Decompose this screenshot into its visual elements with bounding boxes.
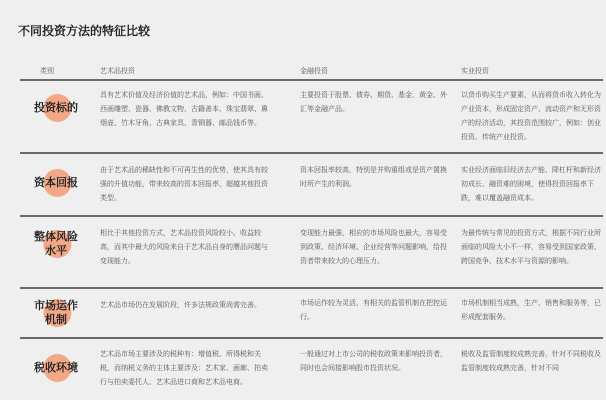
category-cell — [20, 347, 92, 389]
header-category: 类别 — [40, 67, 54, 75]
finance-cell: 市场运作较为灵活，有相关的监管机制在把控运行。 — [300, 299, 447, 321]
art-cell: 由于艺术品的稀缺性和不可再生性的优势，使其具有较强的升值功能，带来较高的资本回报率，超越其他投资类型。 — [100, 166, 268, 202]
category-cell — [20, 296, 92, 330]
category-label: 整体风险水平 — [34, 230, 78, 257]
art-cell: 具有艺术价值及经济价值的艺术品，例如：中国书画、西画雕塑、瓷器、佛教文物、古籍善本、珠宝翡翠、鼻烟壶、竹木牙角、古典家具、青铜器、邮品钱币等。 — [100, 91, 268, 127]
category-label: 资本回报 — [34, 176, 78, 189]
finance-cell: 资本回报率较高，特别是并购重组或是资产置换时所产生的利润。 — [300, 166, 447, 188]
divider — [20, 79, 603, 81]
divider — [20, 215, 603, 217]
finance-cell: 变现能力最强，相应的市场风险也最大，容易受到政策、经济环境、企业经营等问题影响，给投资者带来较大的心理压力。 — [300, 229, 447, 265]
finance-cell: 主要投资于股票、债券、期货、基金、黄金、外汇等金融产品。 — [300, 91, 447, 113]
divider — [20, 337, 603, 339]
industry-cell: 以货币购买生产要素，从而将货币收入转化为产业资本，形成固定资产、流动资产和无形资产的经济活动，其投资范围较广，例如：创业投资、传统产业投资。 — [461, 91, 601, 141]
industry-cell: 为最传统与常见的投资方式，根据不同行业所面临的风险大小不一样，容易受到国家政策、跨国竞争、技术水平与资源的影响。 — [461, 229, 601, 265]
category-cell — [20, 88, 92, 128]
divider — [20, 287, 603, 289]
industry-cell: 市场机制相当成熟，生产、销售和服务等，已形成配套服务。 — [461, 299, 601, 321]
category-cell — [20, 163, 92, 203]
art-cell: 艺术品市场主要涉及的税种有：增值税、所得税和关税，而纳税义务的主体主要涉及：艺术家、画廊、拍卖行与拍卖委托人、艺术品进口商和艺术品电商。 — [100, 350, 268, 386]
header-art: 艺术品投资 — [100, 67, 135, 75]
category-label: 市场运作机制 — [34, 299, 78, 326]
category-cell — [20, 226, 92, 262]
header-industry: 实业投资 — [461, 67, 489, 75]
art-cell: 艺术品市场仍在发展阶段，许多法规政策尚需完善。 — [100, 301, 261, 309]
divider — [20, 152, 603, 154]
category-label: 税收环境 — [34, 361, 78, 374]
category-label: 投资标的 — [34, 101, 78, 114]
industry-cell: 税收及监管制度较成熟完善，针对不同税收及监管制度较成熟完善，针对不同 — [461, 350, 601, 372]
finance-cell: 一般通过对上市公司的税收政策来影响投资者，同时也会间接影响股市投资状况。 — [300, 350, 447, 372]
header-finance: 金融投资 — [300, 67, 328, 75]
art-cell: 相比于其他投资方式，艺术品投资风险较小、收益较高，而其中最大的风险来自于艺术品自身的赝品问题与变现能力。 — [100, 229, 268, 265]
industry-cell: 实业经济面临旧经济去产能、降杠杆和新经济初成长、融资难的困境，使得投资回报率下跌，难以覆盖融资成本。 — [461, 166, 601, 202]
page-title: 不同投资方法的特征比较 — [18, 24, 151, 38]
